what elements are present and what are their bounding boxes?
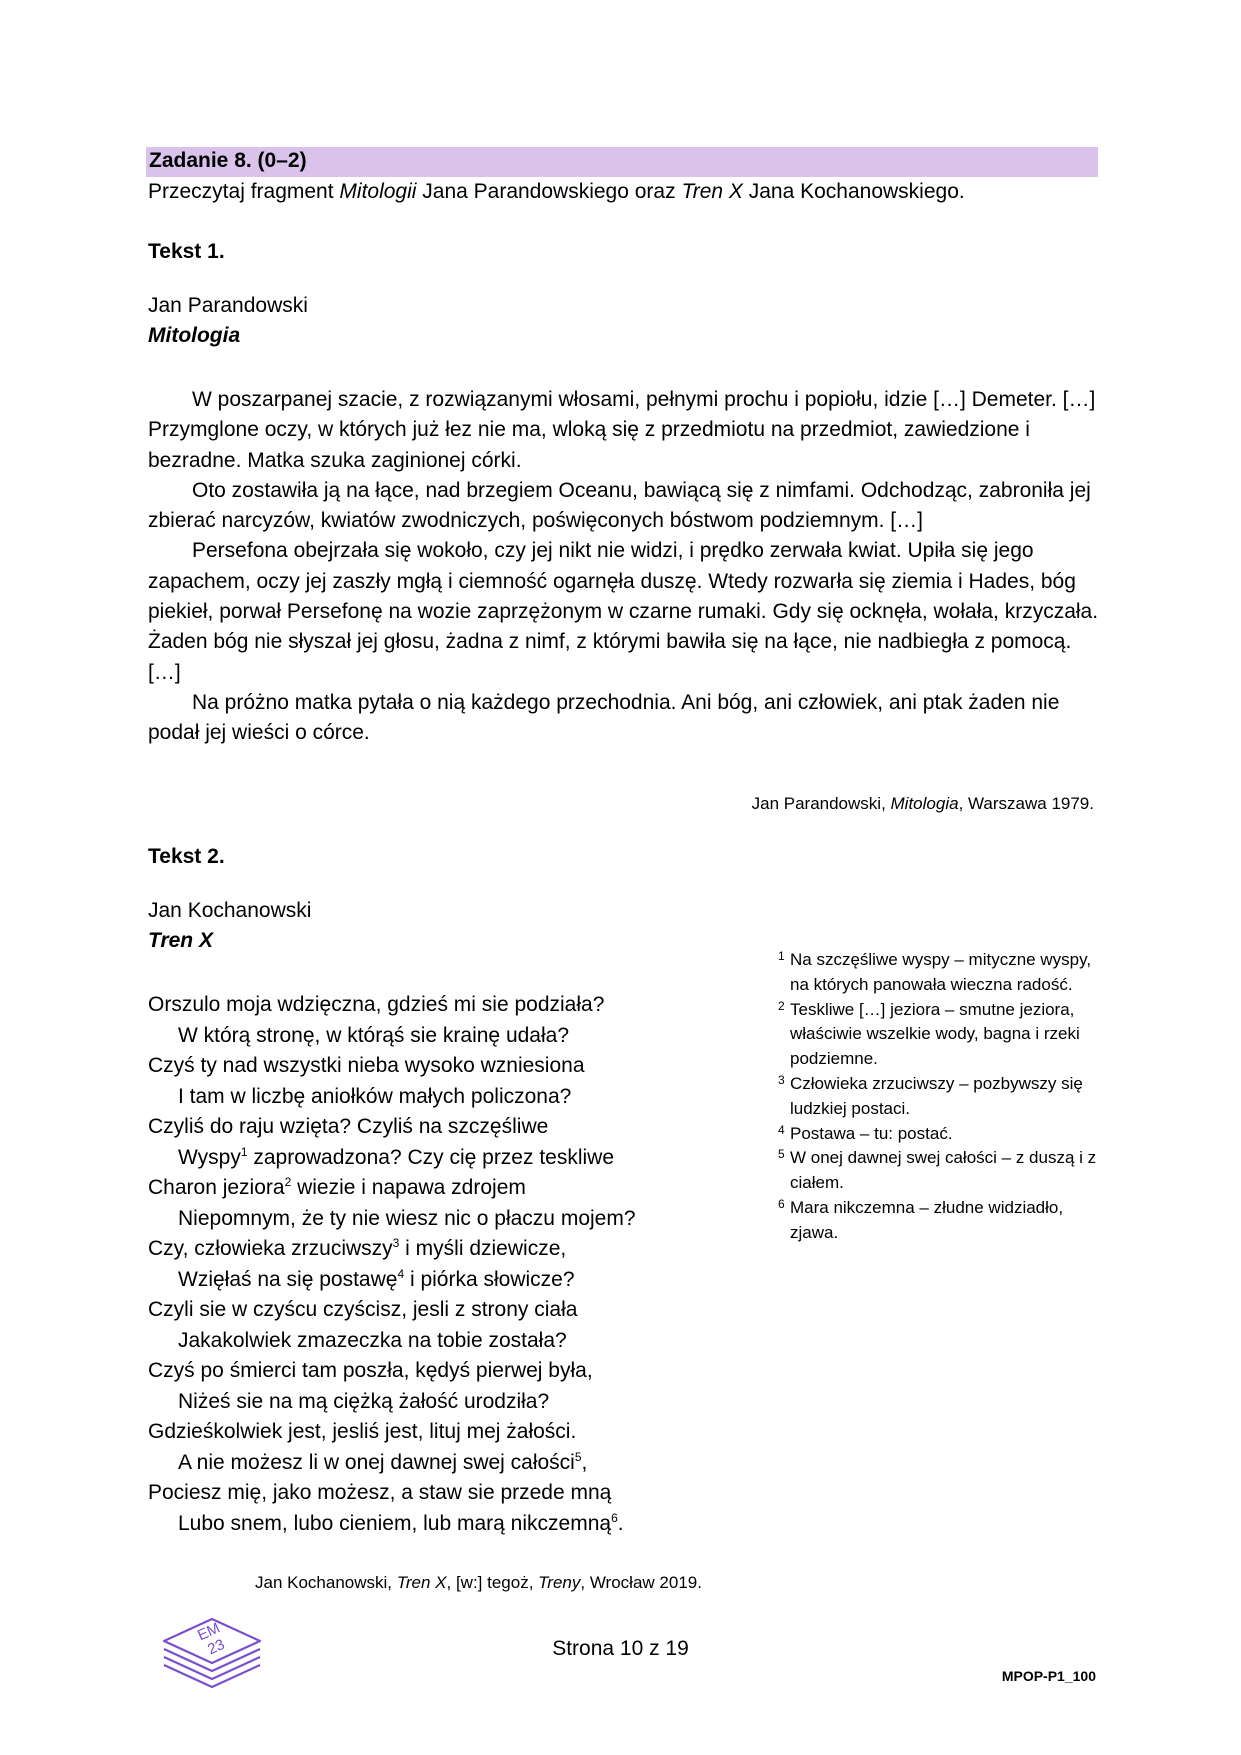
text1-paragraph: Na próżno matka pytała o nią każdego przechodnia. Ani bóg, ani człowiek, ani ptak żaden nie podał jej wieści o córce. — [148, 690, 1060, 745]
page-number: Strona 10 z 19 — [552, 1637, 689, 1660]
text1-prose — [148, 385, 1100, 749]
poem-line: Pociesz mię, jako możesz, a staw sie przede mną — [148, 1481, 612, 1504]
text1-heading: Tekst 1. — [148, 240, 225, 263]
footnote — [778, 1146, 1098, 1196]
text1-title: Mitologia — [148, 324, 241, 347]
poem-line: W którą stronę, w którąś sie krainę udała? — [178, 1023, 570, 1047]
poem-line: Gdzieśkolwiek jest, jesliś jest, lituj mej żałości. — [148, 1420, 577, 1443]
footnote-text: W onej dawnej swej całości – z duszą i z ciałem. — [790, 1148, 1097, 1193]
poem-line: Czy, człowieka zrzuciwszy$^3$ i myśli dziewicze, — [148, 1236, 567, 1260]
footnote-number: 5 — [778, 1147, 785, 1162]
footnote-ref: 5 — [574, 1449, 582, 1464]
text1-author: Jan Parandowski — [148, 294, 308, 317]
text2-title: Tren X — [148, 929, 213, 952]
poem-line: Wyspy$^1$ zaprowadzona? Czy cię przez teskliwe — [178, 1144, 615, 1169]
poem-line: Lubo snem, lubo cieniem, lub marą nikczemną$^6$. — [178, 1510, 624, 1535]
footnote-ref: 4 — [397, 1266, 405, 1281]
footnote-text: Postawa – tu: postać. — [790, 1123, 953, 1143]
poem-line: Czyś po śmierci tam poszła, kędyś pierwej była, — [148, 1359, 593, 1382]
footnote-ref: 3 — [392, 1236, 400, 1250]
poem-line: Wzięłaś na się postawę$^4$ i piórka słowicze? — [178, 1266, 575, 1291]
poem-line: A nie możesz li w onej dawnej swej całości$^5$, — [178, 1449, 588, 1474]
text1-paragraph: Persefona obejrzała się wokoło, czy jej nikt nie widzi, i prędko zerwała kwiat. Upiła się jego zapachem, oczy jej zaszły mgłą i ciemność ogarnęła duszę. Wtedy rozwarła się ziemia i Hades, bóg piekieł, porwał Persefonę na wozie zaprzężonym w czarne rumaki. Gdy się ocknęła, wołała, krzyczała. Żaden bóg nie słyszał jej głosu, żadna z nimf, z którymi bawiła się na łące, nie nadbiegła z pomocą. […] — [148, 539, 1099, 684]
footnote-number: 6 — [778, 1196, 785, 1211]
poem-line: Niżeś sie na mą ciężką żałość urodziła? — [178, 1389, 550, 1413]
task-instruction: Przeczytaj fragment Mitologii Jana Parandowskiego oraz Tren X Jana Kochanowskiego. — [148, 180, 965, 203]
footnote-number: 3 — [778, 1072, 785, 1087]
exam-code: MPOP-P1_100 — [1001, 1668, 1096, 1684]
poem-line: I tam w liczbę aniołków małych policzona? — [178, 1084, 572, 1108]
footnote-text: Teskliwe […] jeziora – smutne jeziora, właściwie wszelkie wody, bagna i rzeki podziemne. — [790, 999, 1080, 1069]
poem-line: Jakakolwiek zmazeczka na tobie została? — [178, 1328, 567, 1352]
footnote-text: Na szczęśliwe wyspy – mityczne wyspy, na których panowała wieczna radość. — [790, 950, 1092, 994]
footnote — [778, 998, 1098, 1072]
text1-paragraph: W poszarpanej szacie, z rozwiązanymi włosami, pełnymi prochu i popiołu, idzie […] Demeter. […] Przymglone oczy, w których już łez nie ma, wloką się z przedmiotu na przedmiot, zawiedzione i bezradne. Matka szuka zaginionej córki. — [148, 388, 1096, 472]
footnote — [778, 1072, 1098, 1122]
poem-line: Orszulo moja wdzięczna, gdzieś mi sie podziała? — [148, 993, 605, 1016]
text1-paragraph: Oto zostawiła ją na łące, nad brzegiem Oceanu, bawiącą się z nimfami. Odchodząc, zabroniła jej zbierać narcyzów, kwiatów zwodniczych, poświęconych bóstwom podziemnym. […] — [148, 478, 1091, 533]
poem-line: Czyli sie w czyścu czyścisz, jesli z strony ciała — [148, 1298, 578, 1321]
task-title: Zadanie 8. (0–2) — [149, 149, 307, 172]
footnote-text: Człowieka zrzuciwszy – pozbywszy się ludzkiej postaci. — [790, 1073, 1083, 1118]
footnote-text: Mara nikczemna – złudne widziadło, zjawa. — [790, 1197, 1064, 1242]
poem-line: Niepomnym, że ty nie wiesz nic o płaczu mojem? — [178, 1206, 636, 1230]
svg-text:EM: EM — [195, 1619, 223, 1645]
footnote-ref: 2 — [284, 1175, 292, 1189]
footnote — [778, 1122, 1098, 1147]
svg-text:23: 23 — [205, 1635, 228, 1659]
footnote-number: 2 — [778, 998, 785, 1013]
footnotes — [778, 948, 1098, 1246]
poem-line: Czyliś do raju wzięta? Czyliś na szczęśliwe — [148, 1115, 549, 1138]
text2-heading: Tekst 2. — [148, 845, 225, 868]
footnote — [778, 1196, 1098, 1246]
footnote-ref: 6 — [611, 1510, 618, 1525]
footnote-ref: 1 — [240, 1144, 248, 1159]
text2-source: Jan Kochanowski, Tren X, [w:] tegoż, Treny, Wrocław 2019. — [255, 1573, 702, 1592]
footnote — [778, 948, 1098, 998]
poem-line: Charon jeziora$^2$ wiezie i napawa zdrojem — [148, 1175, 526, 1199]
poem-line: Czyś ty nad wszystki nieba wysoko wzniesiona — [148, 1054, 585, 1077]
footnote-number: 1 — [778, 949, 785, 963]
poem — [148, 990, 636, 1539]
text1-source: Jan Parandowski, Mitologia, Warszawa 1979. — [751, 794, 1094, 813]
footnote-number: 4 — [778, 1122, 785, 1137]
text2-author: Jan Kochanowski — [148, 899, 312, 922]
